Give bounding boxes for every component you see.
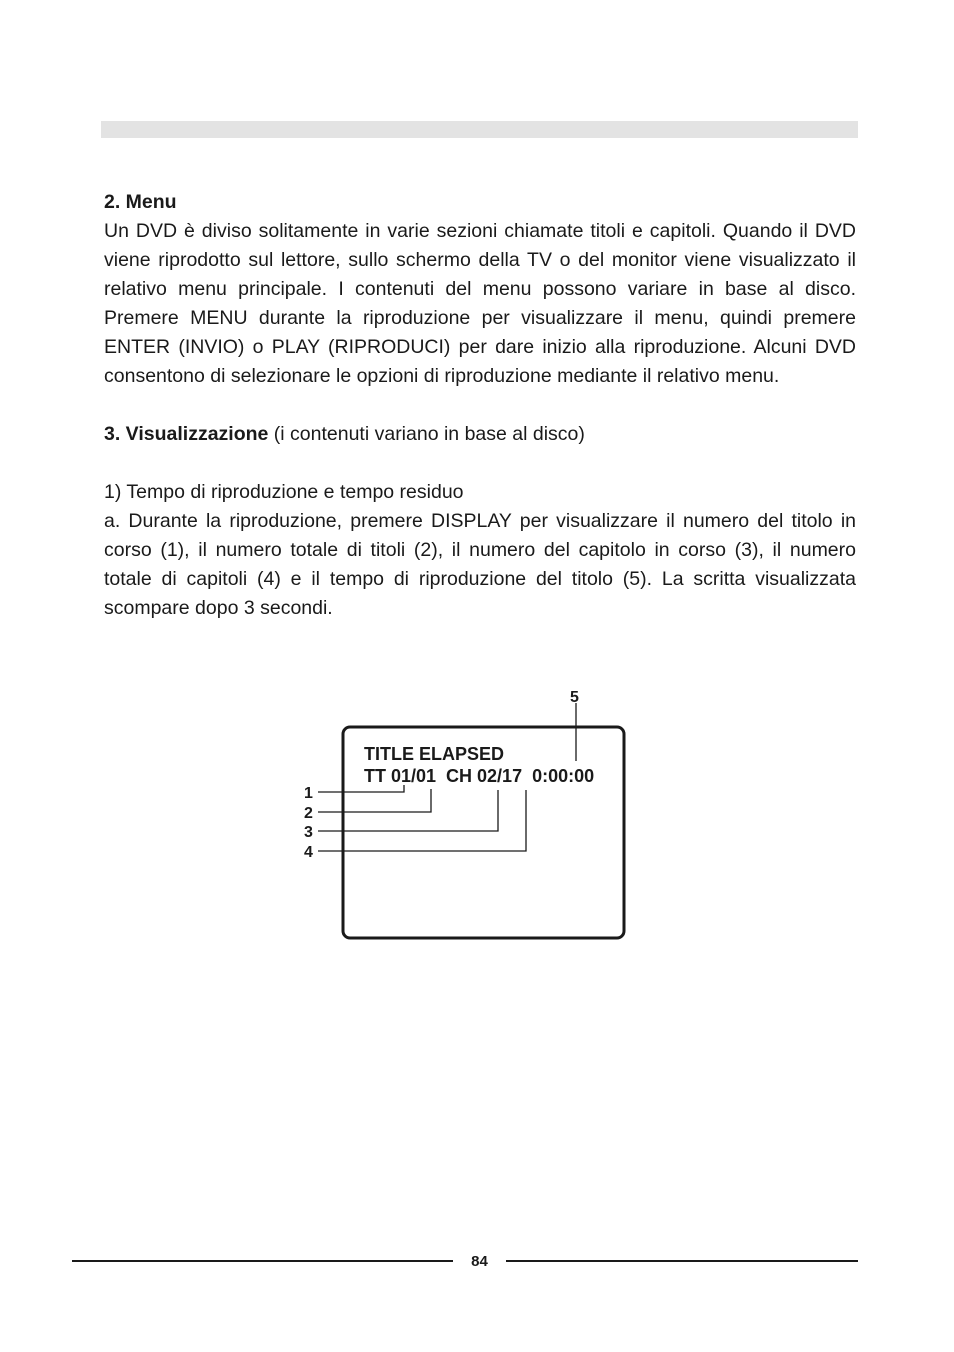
display-heading-note: (i contenuti variano in base al disco) [268,423,585,445]
callout-number-2: 2 [304,805,313,822]
screen-line-title: TITLE ELAPSED [364,744,505,764]
callout-number-3: 3 [304,824,313,841]
display-body: a. Durante la riproduzione, premere DISPLAY per visualizzare il numero del titolo in corso (1), il numero totale di titoli (2), il numero del capitolo in corso (3), il numero totale di capitoli (4) e il tempo di riproduzione del titolo (5). La scritta visualizzata scompare dopo 3 secondi. [104,510,856,619]
callout-number-1: 1 [304,785,313,802]
callout-number-5: 5 [570,689,579,706]
callout-number-4: 4 [304,844,313,861]
header-bar [101,121,858,138]
footer-rule-right [506,1260,858,1262]
display-heading-line [104,420,856,449]
menu-body: Un DVD è diviso solitamente in varie sezioni chiamate titoli e capitoli. Quando il DVD viene riprodotto sul lettore, sullo schermo della TV o del monitor viene visualizzato il relativo menu principale. I contenuti del menu possono variare in base al disco. Premere MENU durante la riproduzione per visualizzare il menu, quindi premere ENTER (INVIO) o PLAY (RIPRODUCI) per dare inizio alla riproduzione. Alcuni DVD consentono di selezionare le opzioni di riproduzione mediante il relativo menu. [104,220,856,387]
display-heading: 3. Visualizzazione [104,423,269,445]
footer-rule-left [72,1260,453,1262]
page-content [104,188,856,623]
display-subheading: 1) Tempo di riproduzione e tempo residuo [104,481,464,503]
screen-line-values: TT 01/01 CH 02/17 0:00:00 [364,766,595,786]
display-diagram [300,686,630,944]
menu-heading: 2. Menu [104,191,177,213]
page-number: 84 [471,1253,488,1270]
osd-diagram [300,686,630,944]
